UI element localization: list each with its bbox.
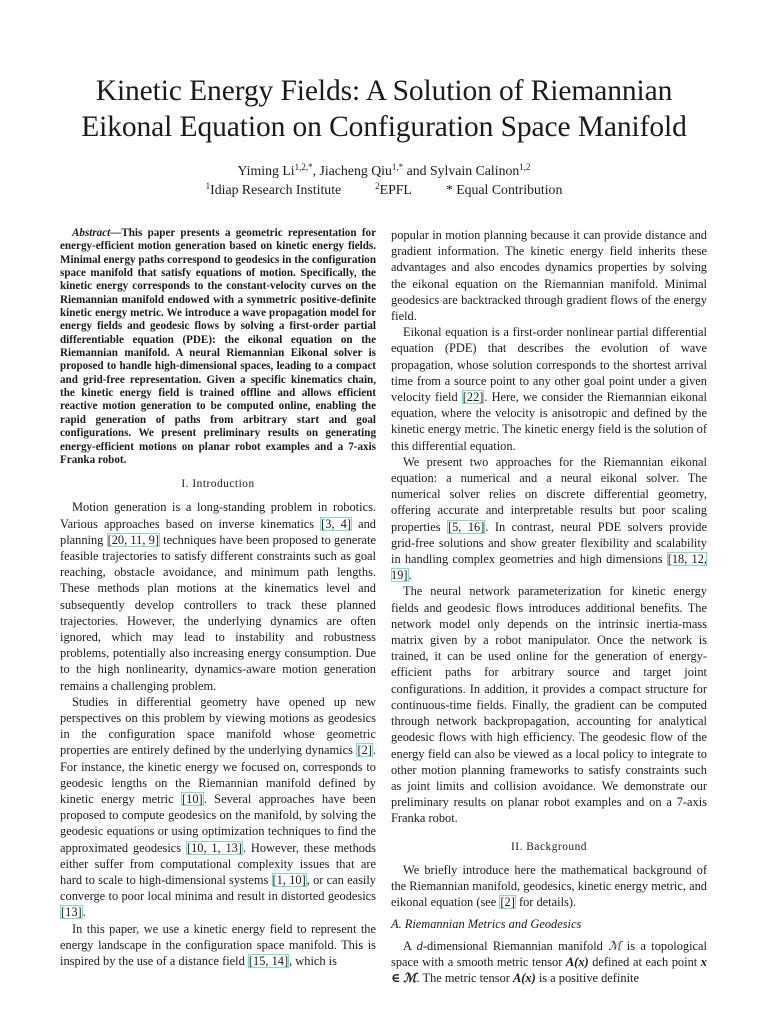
- text: . For instance, the kinetic energy we focused on, corresponds to geodesic lengths on the Riemannian manifold defined by kinetic energy metric: [60, 743, 376, 807]
- title-line-2: Eikonal Equation on Configuration Space Manifold: [81, 111, 687, 143]
- citation-link[interactable]: [10]: [182, 792, 203, 807]
- text: A: [403, 938, 417, 953]
- text: Studies in differential geometry have opened up new perspectives on this problem by viewing motions as geodesics in the configuration space manifold whose geometric properties are entirely defined by the underlying dynamics: [60, 694, 376, 758]
- equal-contribution-note: * Equal Contribution: [445, 182, 563, 197]
- title-line-1: Kinetic Energy Fields: A Solution of Riemannian: [95, 75, 673, 107]
- text: and planning: [60, 516, 376, 547]
- citation-link[interactable]: [2]: [357, 743, 372, 758]
- text: Motion generation is a long-standing problem in robotics. Various approaches based on inverse kinematics: [60, 500, 376, 531]
- abstract-text: —This paper presents a geometric representation for energy-efficient motion generation based on kinetic energy fields. Minimal energy paths correspond to geodesics in the configuration space manifold that satisfy equations of motion. Specifically, the kinetic energy corresponds to the constant-velocity curves on the Riemannian manifold endowed with a symmetric positive-definite kinetic energy metric. We introduce a wave propagation model for energy fields and geodesic flows by solving a first-order partial differentiable equation (PDE): the eikonal equation on the Riemannian manifold. A neural Riemannian Eikonal solver is proposed to handle high-dimensional spaces, leading to a compact and grid-free representation. Given a specific kinematics chain, the kinetic energy field is trained offline and allows efficient reactive motion generation to be computed online, enabling the rapid generation of paths from arbitrary start and goal configurations. We present preliminary results on generating energy-efficient motions on planar robot examples and a 7-axis Franka robot.: [60, 227, 376, 466]
- author-name: Jiacheng Qiu: [319, 163, 392, 178]
- text: -dimensional Riemannian manifold: [422, 938, 609, 953]
- section-heading-background: II. Background: [511, 840, 587, 853]
- author-name: Yiming Li: [237, 163, 295, 178]
- math-symbol: ℳ: [608, 938, 622, 953]
- math-symbol: d: [416, 938, 423, 953]
- author-affiliation-marker: 1,2: [519, 162, 531, 172]
- author-affiliation-marker: 1,2,*: [294, 162, 313, 172]
- abstract-label: Abstract: [72, 227, 111, 239]
- text: for details).: [515, 895, 577, 910]
- paragraph: popular in motion planning because it can provide distance and gradient information. The kinetic energy field inherits these advantages and also encodes dynamics properties by solving the eikonal equation on the Riemannian manifold. Minimal geodesics are backtracked through gradient flows of the energy field.: [391, 228, 707, 324]
- citation-link[interactable]: [13]: [61, 905, 82, 920]
- text: . However, these methods either suffer from computational complexity issues that are hard to scale to high-dimensional systems: [60, 840, 377, 888]
- text: . Here, we consider the Riemannian eikonal equation, where the velocity is anisotropic and defined by the kinetic energy metric. The kinetic energy field is the solution of this differential equation.: [391, 390, 707, 453]
- left-column: [60, 227, 376, 969]
- paragraph: [391, 454, 707, 584]
- text: , or can easily converge to poor local minima and result in distorted geodesics: [60, 873, 376, 904]
- affiliation-list: [40, 181, 728, 199]
- text: techniques have been proposed to generate feasible trajectories to satisfy different constraints such as goal reaching, obstacle avoidance, and minimum path lengths. These methods plan motions at the kinematics level and subsequently develop controllers to track these planned trajectories. However, the underlying dynamics are often ignored, which may lead to instability and robustness problems, potentially also increasing energy consumption. Due to the high nonlinearity, dynamics-aware motion generation remains a challenging problem.: [60, 532, 376, 693]
- text: We present two approaches for the Riemannian eikonal equation: a numerical and a neural eikonal solver. The numerical solver relies on discrete differential geometry, offering accurate and interpretable results but poor scaling properties: [391, 454, 707, 534]
- paper-title: [40, 73, 728, 145]
- text: We briefly introduce here the mathematical background of the Riemannian manifold, geodesics, kinetic energy metric, and eikonal equation (see: [391, 862, 707, 910]
- paragraph: [391, 862, 707, 911]
- citation-link[interactable]: [20, 11, 9]: [107, 532, 159, 547]
- author-list: [40, 162, 728, 180]
- section-heading-introduction: I. Introduction: [181, 478, 255, 491]
- math-symbol: A(x): [513, 970, 536, 985]
- text: . In contrast, neural PDE solvers provide grid-free solutions and show greater flexibility and scalability in handling complex geometries and high dimensions: [391, 519, 707, 567]
- affiliation-number: 2: [375, 181, 380, 191]
- text: . The metric tensor: [416, 970, 513, 985]
- affiliation-number: 1: [205, 181, 211, 191]
- author-separator: and: [403, 163, 430, 178]
- author-affiliation-marker: 1,*: [391, 162, 404, 172]
- citation-link[interactable]: [22]: [462, 390, 484, 405]
- right-column: [391, 227, 707, 986]
- text: is a topological space with a smooth metric tensor: [391, 938, 707, 969]
- citation-link[interactable]: [5, 16]: [447, 519, 485, 534]
- citation-link[interactable]: [1, 10]: [272, 873, 306, 888]
- text: is a positive definite: [535, 970, 639, 985]
- text: , which is: [289, 954, 337, 969]
- subsection-heading: A. Riemannian Metrics and Geodesics: [391, 917, 582, 932]
- math-symbol: x ∈ ℳ: [391, 954, 707, 985]
- citation-link[interactable]: [2]: [500, 895, 515, 910]
- text: .: [82, 905, 86, 920]
- text: In this paper, we use a kinetic energy field to represent the energy landscape in the configuration space manifold. This is inspired by the use of a distance field: [60, 921, 376, 969]
- paragraph: The neural network parameterization for kinetic energy fields and geodesic flows introduces additional benefits. The network model only depends on the intrinsic inertia-mass matrix given by a robot manipulator. Once the network is trained, it can be used online for the generation of energy-efficient paths for arbitrary source and target joint configurations. In addition, it provides a compact structure for continuous-time fields. Finally, the gradient can be computed through network backpropagation, accounting for analytical geodesic flows with high efficiency. The geodesic flow of the energy field can also be viewed as a local policy to integrate to other motion planning frameworks to satisfy constraints such as joint limits and collision avoidance. We demonstrate our preliminary results on planar robot examples and on a 7-axis Franka robot.: [391, 584, 707, 826]
- text: Eikonal equation is a first-order nonlinear partial differential equation (PDE) that describes the evolution of wave propagation, whose solution corresponds to the shortest arrival time from a source point to any other goal point under a given velocity field: [391, 325, 707, 405]
- text: defined at each point: [588, 954, 701, 969]
- paragraph: [60, 921, 376, 970]
- paragraph: [391, 324, 707, 454]
- text: .: [408, 568, 412, 583]
- abstract: [60, 227, 376, 467]
- affiliation: Idiap Research Institute: [210, 182, 342, 197]
- citation-link[interactable]: [3, 4]: [321, 516, 352, 531]
- text: . Several approaches have been proposed to compute geodesics on the manifold, by solving the geodesic equations or using optimization techniques to find the approximated geodesics: [60, 792, 376, 855]
- affiliation: EPFL: [379, 182, 412, 197]
- citation-link[interactable]: [10, 1, 13]: [186, 840, 242, 855]
- paragraph: [391, 938, 707, 987]
- author-name: Sylvain Calinon: [429, 163, 520, 178]
- citation-link[interactable]: [15, 14]: [248, 954, 289, 969]
- paragraph: [60, 694, 376, 921]
- math-symbol: A(x): [565, 954, 589, 969]
- citation-link[interactable]: [18, 12, 19]: [391, 552, 708, 583]
- author-separator: ,: [312, 163, 320, 178]
- paragraph: [60, 499, 376, 693]
